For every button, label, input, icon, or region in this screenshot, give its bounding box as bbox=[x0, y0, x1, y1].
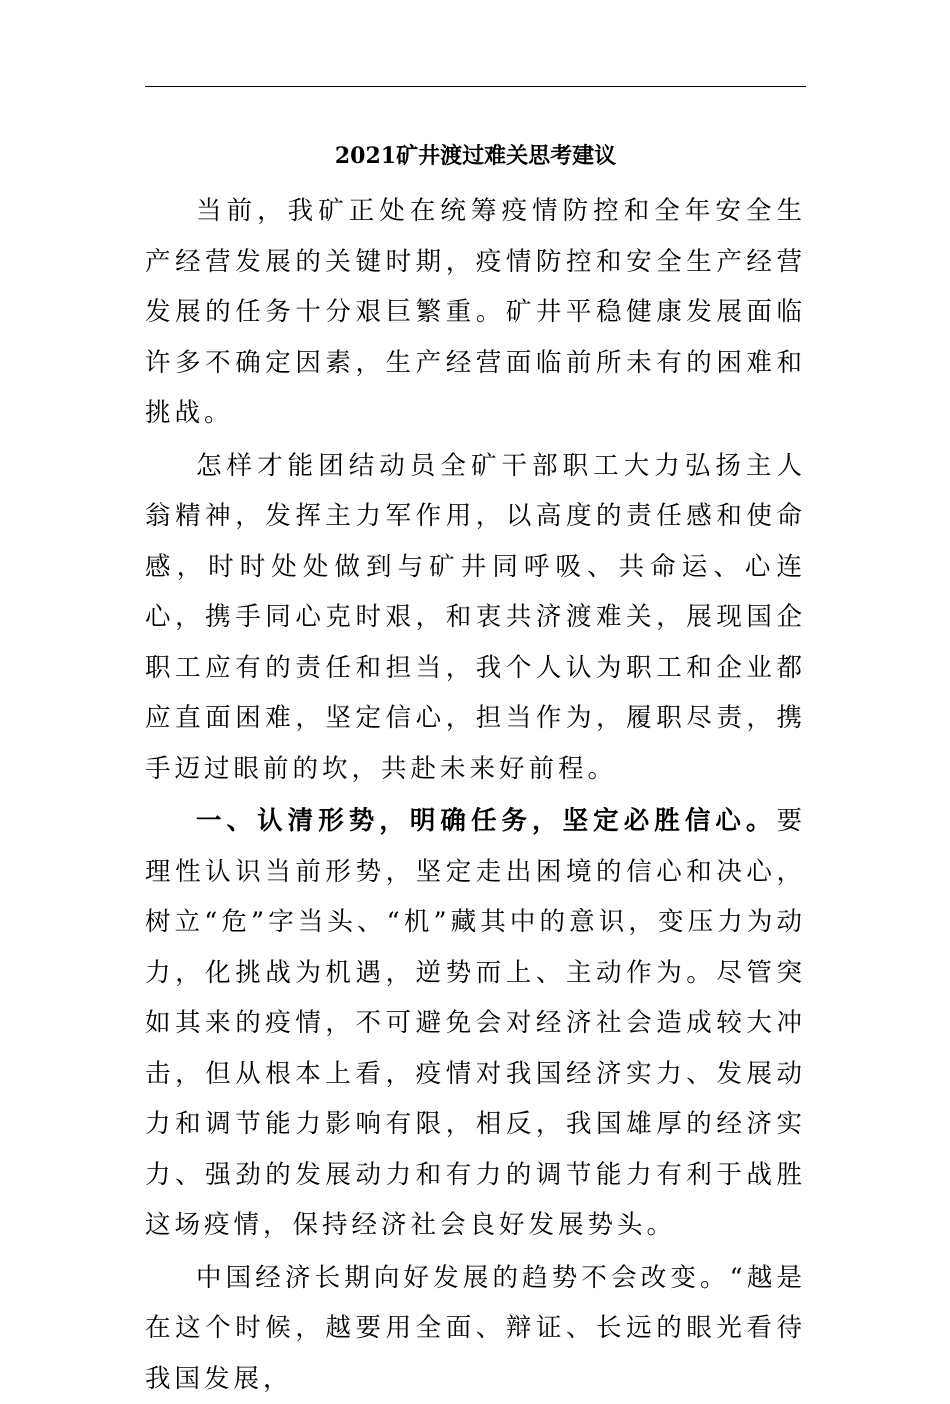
paragraph-3 bbox=[145, 796, 806, 1251]
paragraph-text: 中国经济长期向好发展的趋势不会改变。“越是在这个时候，越要用全面、辩证、长远的眼光看待我国发展， bbox=[145, 1263, 806, 1394]
paragraph-text: 要理性认识当前形势，坚定走出困境的信心和决心，树立“危”字当头、“机”藏其中的意识，变压力为动力，化挑战为机遇，逆势而上、主动作为。尽管突如其来的疫情，不可避免会对经济社会造成较大冲击，但从根本上看，疫情对我国经济实力、发展动力和调节能力影响有限，相反，我国雄厚的经济实力、强劲的发展动力和有力的调节能力有利于战胜这场疫情，保持经济社会良好发展势头。 bbox=[145, 806, 806, 1240]
paragraph-4 bbox=[145, 1253, 806, 1404]
paragraph-2 bbox=[145, 441, 806, 795]
paragraph-1 bbox=[145, 186, 806, 439]
paragraph-text: 当前，我矿正处在统筹疫情防控和全年安全生产经营发展的关键时期，疫情防控和安全生产经营发展的任务十分艰巨繁重。矿井平稳健康发展面临许多不确定因素，生产经营面临前所未有的困难和挑战。 bbox=[145, 196, 806, 428]
header-rule bbox=[145, 86, 806, 87]
document-title: 2021矿井渡过难关思考建议 bbox=[145, 136, 806, 176]
section-heading: 一、认清形势，明确任务，坚定必胜信心。 bbox=[196, 806, 776, 836]
document-body bbox=[145, 186, 806, 1404]
paragraph-text: 怎样才能团结动员全矿干部职工大力弘扬主人翁精神，发挥主力军作用，以高度的责任感和使命感，时时处处做到与矿井同呼吸、共命运、心连心，携手同心克时艰，和衷共济渡难关，展现国企职工应有的责任和担当，我个人认为职工和企业都应直面困难，坚定信心，担当作为，履职尽责，携手迈过眼前的坎，共赴未来好前程。 bbox=[145, 451, 806, 784]
